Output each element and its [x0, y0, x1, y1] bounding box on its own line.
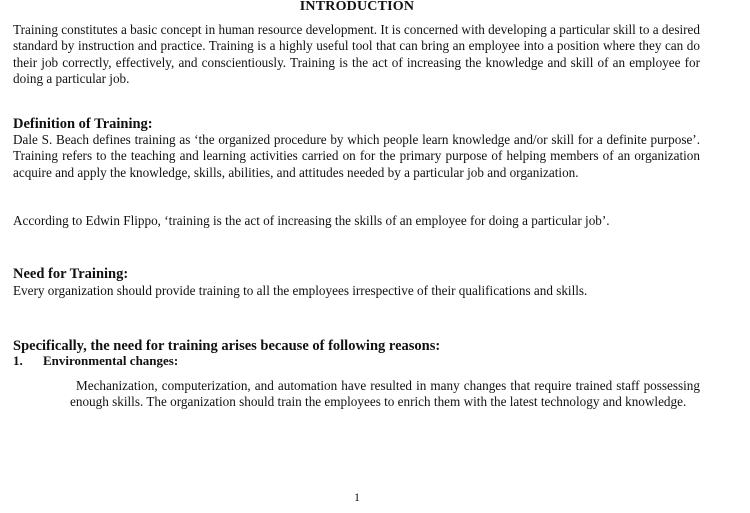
reason-item-paragraph: Mechanization, computerization, and automation have resulted in many changes that require trained staff possessing enough skills. The organization should train the employees to enrich them with the latest technology and knowledge.	[70, 378, 700, 410]
page-title: INTRODUCTION	[299, 0, 415, 14]
definition-heading: Definition of Training:	[13, 116, 153, 132]
definition-paragraph-flippo: According to Edwin Flippo, ‘training is the act of increasing the skills of an employee for doing a particular job’.	[13, 213, 610, 228]
reason-item-number: 1.	[13, 353, 23, 368]
need-paragraph: Every organization should provide training to all the employees irrespective of their qualifications and skills.	[13, 283, 588, 298]
page-number: 1	[354, 490, 360, 504]
intro-paragraph: Training constitutes a basic concept in human resource development. It is concerned with developing a particular skill to a desired standard by instruction and practice. Training is a highly useful tool that can bring an employee into a position where they can do their job correctly, effectively, and conscientiously. Training is the act of increasing the knowledge and skill of an employee for doing a particular job.	[13, 22, 700, 86]
need-heading: Need for Training:	[13, 266, 129, 282]
definition-paragraph-beach: Dale S. Beach defines training as ‘the organized procedure by which people learn knowledge and/or skill for a definite purpose’. Training refers to the teaching and learning activities carried on for the primary purpose of helping members of an organization acquire and apply the knowledge, skills, abilities, and attitudes needed by a particular job and organization.	[13, 132, 700, 180]
reason-item-title	[13, 353, 178, 369]
reasons-heading: Specifically, the need for training arises because of following reasons:	[13, 338, 441, 354]
reason-item-label: Environmental changes:	[43, 353, 179, 368]
